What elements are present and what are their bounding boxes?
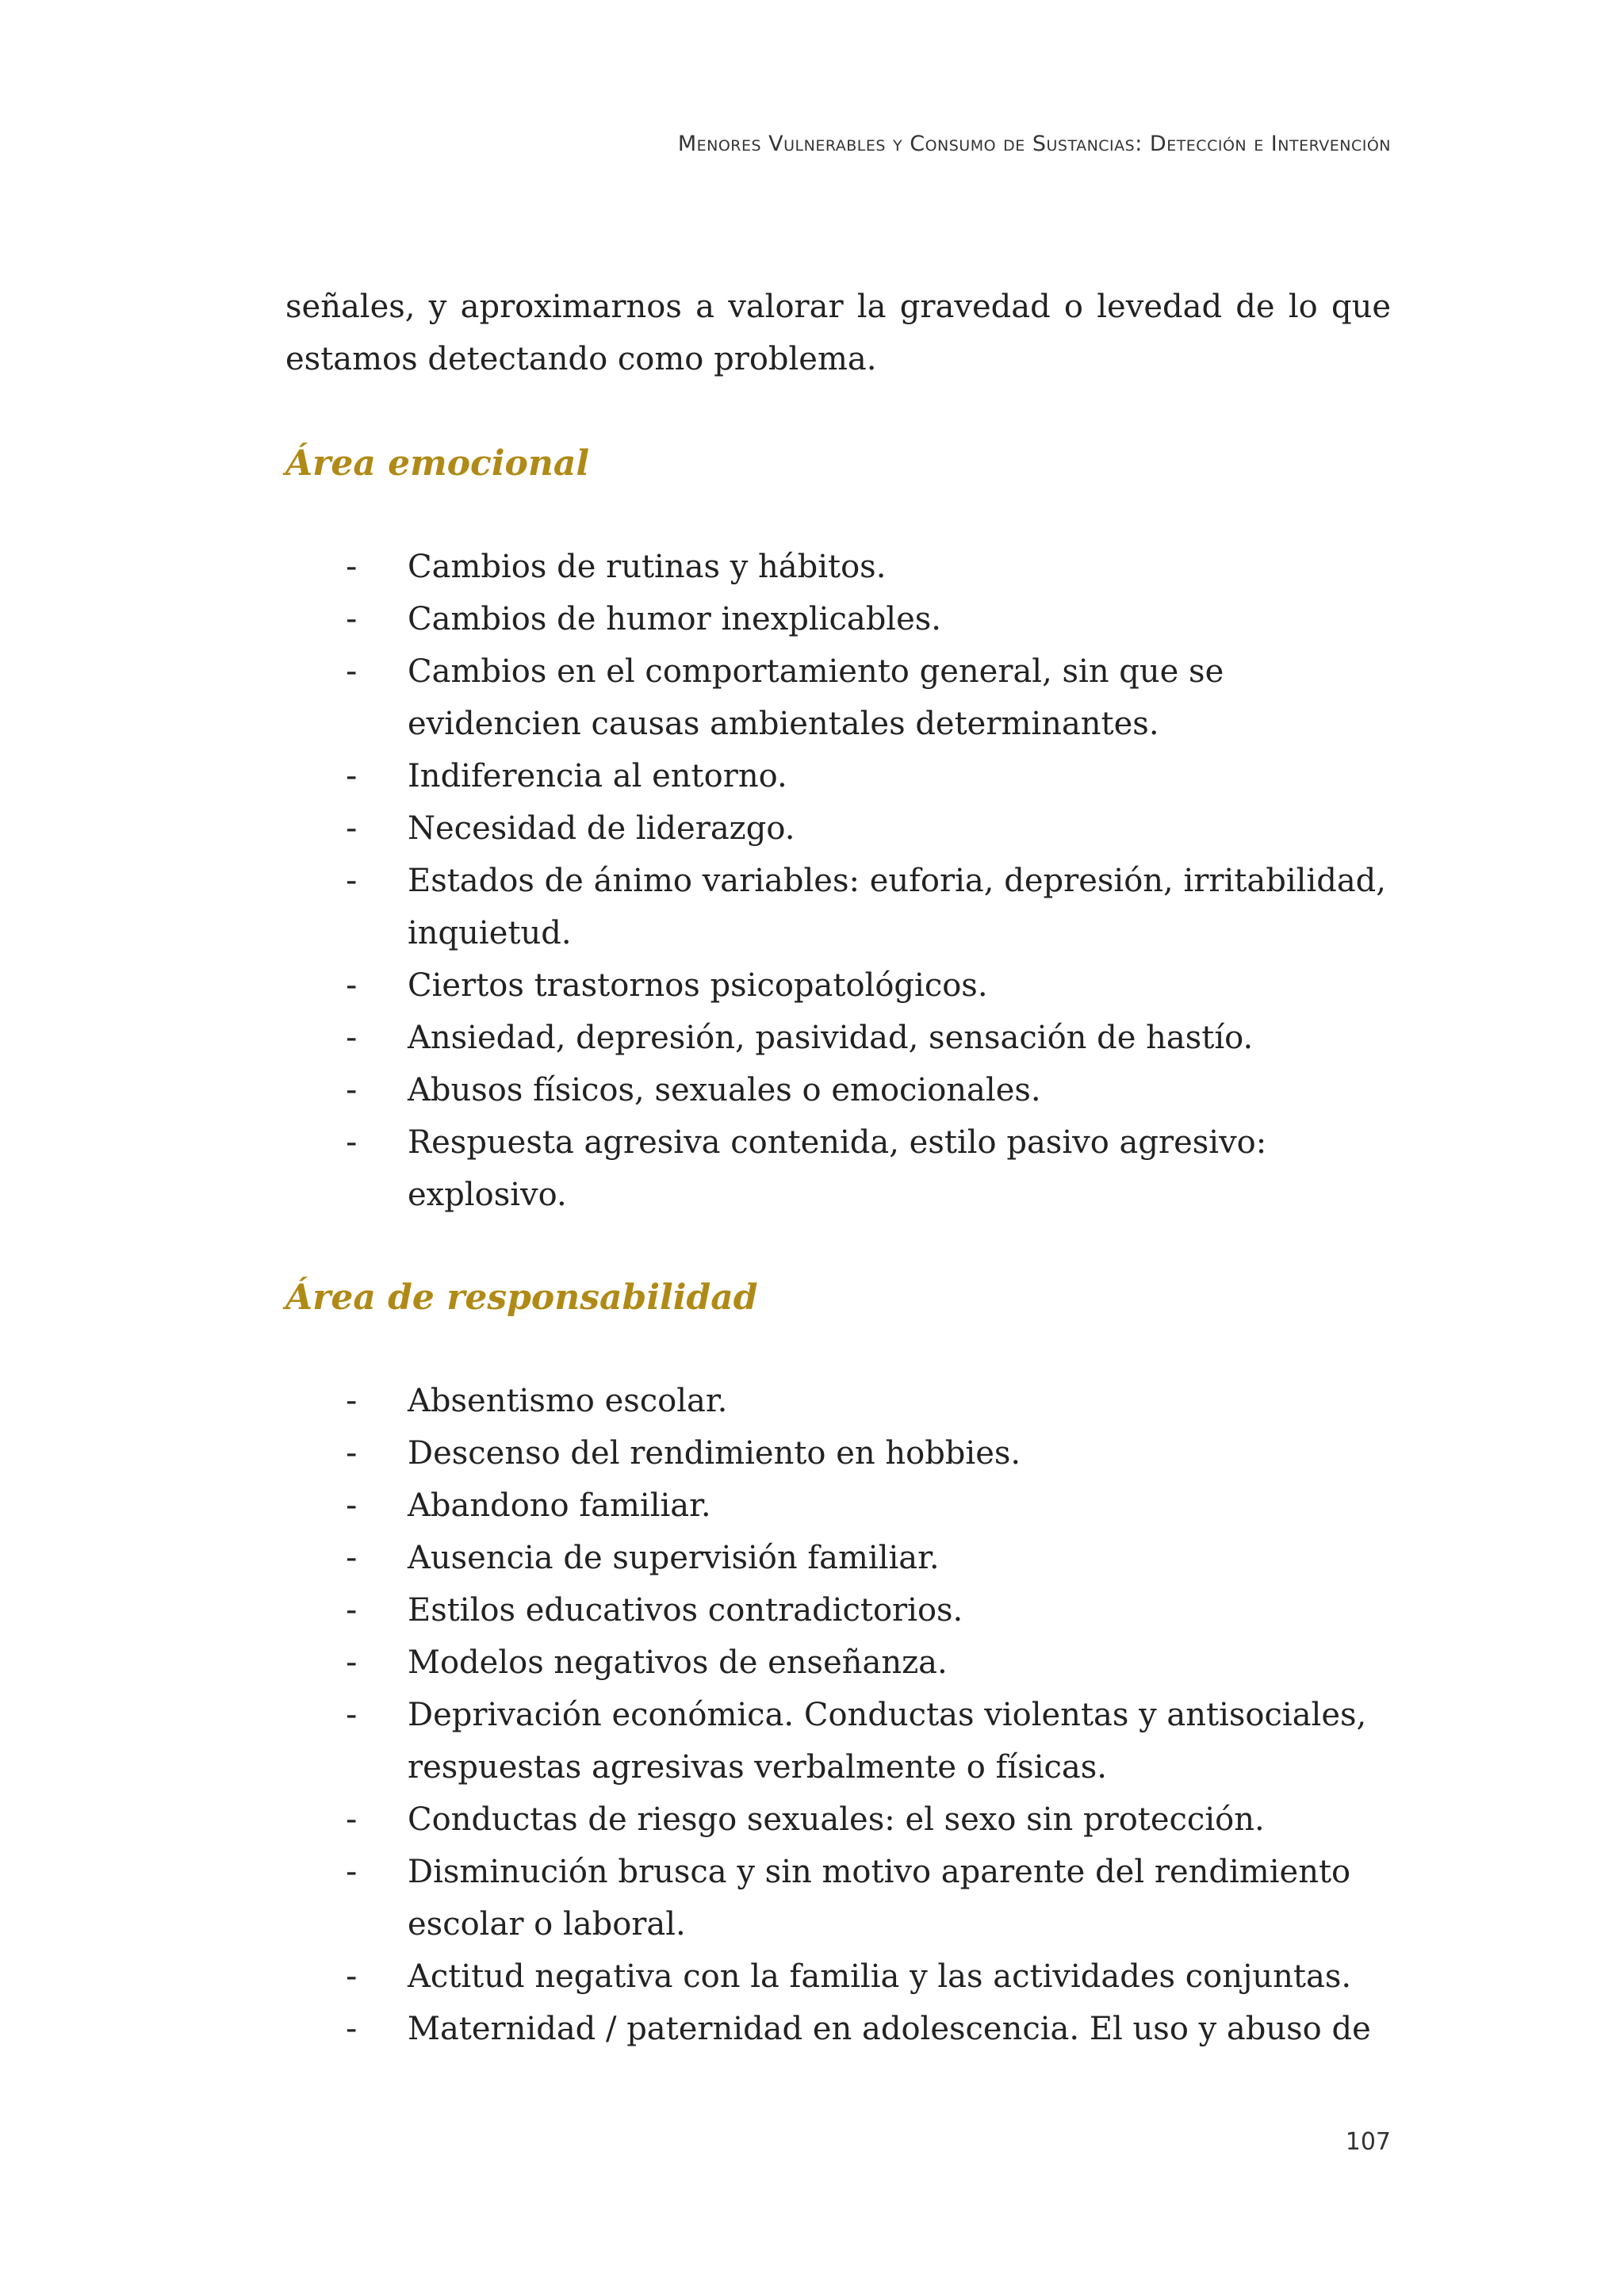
list-item: [285, 1793, 1391, 1846]
list-item-text: Necesidad de liderazgo.: [408, 810, 795, 847]
list-item: [285, 1532, 1391, 1584]
list-item: [285, 802, 1391, 855]
list-item-text: Deprivación económica. Conductas violentas y antisociales, respuestas agresivas verbalmente o físicas.: [408, 1697, 1367, 1786]
list-item: [285, 1689, 1391, 1793]
list-item: [285, 541, 1391, 593]
list-dash: -: [346, 1958, 358, 1995]
list-item: [285, 855, 1391, 959]
list-dash: -: [346, 1383, 358, 1419]
list-item-text: Maternidad / paternidad en adolescencia. El uso y abuso de: [408, 2011, 1371, 2047]
page-content: [285, 281, 1391, 2055]
list-item: [285, 1584, 1391, 1636]
list-item-text: Actitud negativa con la familia y las actividades conjuntas.: [408, 1958, 1352, 1995]
list-emocional: [285, 541, 1391, 1221]
list-dash: -: [346, 758, 358, 794]
list-item: [285, 1636, 1391, 1689]
list-dash: -: [346, 1540, 358, 1576]
list-dash: -: [346, 601, 358, 637]
list-dash: -: [346, 810, 358, 847]
list-dash: -: [346, 967, 358, 1004]
list-dash: -: [346, 1697, 358, 1733]
list-dash: -: [346, 1124, 358, 1161]
list-item: [285, 750, 1391, 802]
list-item: [285, 645, 1391, 750]
list-item: [285, 1064, 1391, 1116]
list-item: [285, 1480, 1391, 1532]
list-item: [285, 1846, 1391, 1950]
page-number: 107: [1345, 2128, 1391, 2156]
list-dash: -: [346, 1592, 358, 1629]
list-item-text: Modelos negativos de enseñanza.: [408, 1644, 948, 1681]
list-responsabilidad: [285, 1375, 1391, 2055]
list-item-text: Ausencia de supervisión familiar.: [408, 1540, 940, 1576]
list-dash: -: [346, 1435, 358, 1472]
list-item: [285, 1375, 1391, 1427]
list-item-text: Abandono familiar.: [408, 1487, 711, 1524]
list-item: [285, 2003, 1391, 2055]
list-item-text: Indiferencia al entorno.: [408, 758, 787, 794]
list-dash: -: [346, 1854, 358, 1890]
list-item-text: Ansiedad, depresión, pasividad, sensación de hastío.: [408, 1020, 1254, 1056]
list-dash: -: [346, 1487, 358, 1524]
list-item: [285, 959, 1391, 1012]
list-item-text: Cambios de rutinas y hábitos.: [408, 549, 887, 585]
list-item-text: Abusos físicos, sexuales o emocionales.: [408, 1072, 1041, 1108]
list-item-text: Estados de ánimo variables: euforia, depresión, irritabilidad, inquietud.: [408, 863, 1386, 951]
section-title-emocional: Área emocional: [285, 443, 590, 484]
list-dash: -: [346, 863, 358, 899]
list-item-text: Cambios en el comportamiento general, sin que se evidencien causas ambientales determinantes.: [408, 653, 1224, 742]
list-item-text: Absentismo escolar.: [408, 1383, 728, 1419]
list-item-text: Respuesta agresiva contenida, estilo pasivo agresivo: explosivo.: [408, 1124, 1267, 1213]
list-item: [285, 593, 1391, 645]
list-dash: -: [346, 1801, 358, 1838]
section-title-responsabilidad: Área de responsabilidad: [285, 1277, 758, 1318]
list-item-text: Cambios de humor inexplicables.: [408, 601, 942, 637]
list-dash: -: [346, 1644, 358, 1681]
running-header: Menores Vulnerables y Consumo de Sustancias: Detección e Intervención: [677, 132, 1391, 156]
list-item: [285, 1427, 1391, 1480]
list-item-text: Estilos educativos contradictorios.: [408, 1592, 963, 1629]
list-dash: -: [346, 549, 358, 585]
list-item: [285, 1012, 1391, 1064]
list-dash: -: [346, 1072, 358, 1108]
list-item-text: Disminución brusca y sin motivo aparente del rendimiento escolar o laboral.: [408, 1854, 1351, 1943]
list-item: [285, 1116, 1391, 1221]
intro-paragraph: señales, y aproximarnos a valorar la gravedad o levedad de lo que estamos detectando como problema.: [285, 289, 1391, 377]
list-dash: -: [346, 2011, 358, 2047]
list-item: [285, 1950, 1391, 2003]
list-dash: -: [346, 1020, 358, 1056]
list-dash: -: [346, 653, 358, 690]
list-item-text: Conductas de riesgo sexuales: el sexo sin protección.: [408, 1801, 1265, 1838]
list-item-text: Descenso del rendimiento en hobbies.: [408, 1435, 1021, 1472]
list-item-text: Ciertos trastornos psicopatológicos.: [408, 967, 988, 1004]
